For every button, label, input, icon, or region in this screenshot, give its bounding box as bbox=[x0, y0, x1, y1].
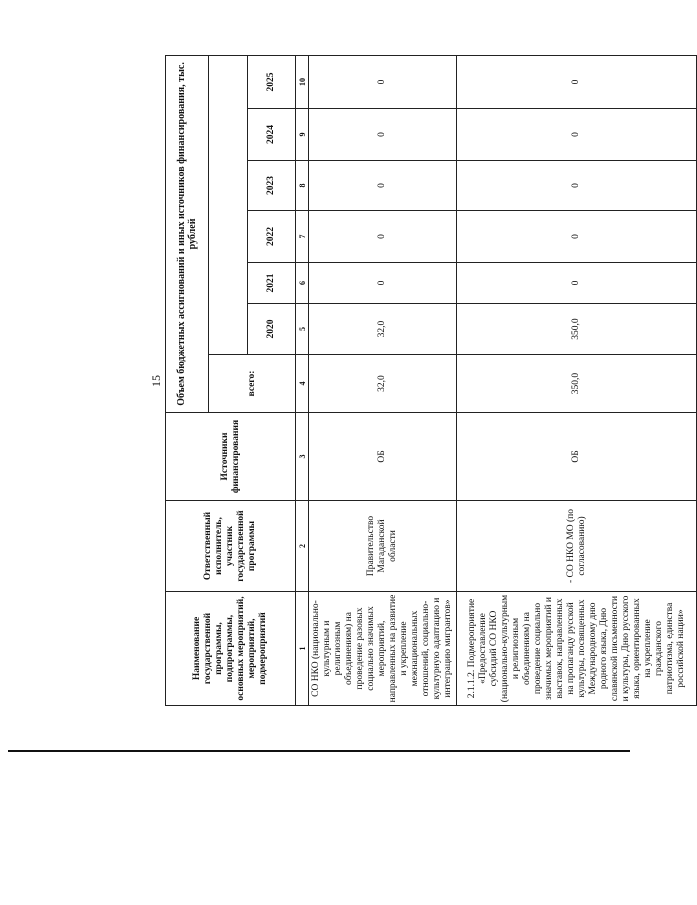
row-total: 350,0 bbox=[457, 355, 697, 413]
row-value: 350,0 bbox=[457, 304, 697, 355]
row-value: 0 bbox=[457, 55, 697, 108]
header-years-spacer bbox=[209, 55, 248, 354]
header-year: 2021 bbox=[248, 263, 296, 304]
row-source: ОБ bbox=[309, 413, 457, 501]
column-number: 4 bbox=[296, 355, 309, 413]
column-number: 5 bbox=[296, 304, 309, 355]
header-year: 2022 bbox=[248, 211, 296, 263]
row-executor: Правительство Магаданской области bbox=[309, 501, 457, 592]
header-year: 2020 bbox=[248, 304, 296, 355]
page-number: 15 bbox=[149, 375, 163, 387]
column-number: 6 bbox=[296, 263, 309, 304]
header-year: 2024 bbox=[248, 109, 296, 161]
row-total: 32,0 bbox=[309, 355, 457, 413]
table-row bbox=[309, 55, 457, 705]
row-source: ОБ bbox=[457, 413, 697, 501]
row-value: 0 bbox=[457, 263, 697, 304]
row-value: 0 bbox=[309, 263, 457, 304]
header-volume-group: Объем бюджетных ассигнований и иных источников финансирования, тыс. рублей bbox=[166, 55, 209, 412]
row-value: 32,0 bbox=[309, 304, 457, 355]
header-year: 2023 bbox=[248, 161, 296, 211]
table-row bbox=[457, 55, 697, 705]
row-value: 0 bbox=[457, 109, 697, 161]
header-total: всего: bbox=[209, 355, 296, 413]
row-name: СО НКО (национально-культурным и религиозным объединениям) на проведение разовых социально значимых мероприятий, направленных на развитие и укрепление межнациональных отношений, социально-культурную адаптацию и интеграцию мигрантов» bbox=[309, 592, 457, 706]
row-value: 0 bbox=[309, 161, 457, 211]
header-executor: Ответственный исполнитель, участник государственной программы bbox=[166, 501, 296, 592]
header-source: Источники финансирования bbox=[166, 413, 296, 501]
column-number: 10 bbox=[296, 55, 309, 108]
row-value: 0 bbox=[309, 55, 457, 108]
column-number: 7 bbox=[296, 211, 309, 263]
column-number: 2 bbox=[296, 501, 309, 592]
row-value: 0 bbox=[309, 211, 457, 263]
row-executor: - СО НКО МО (по согласованию) bbox=[457, 501, 697, 592]
row-value: 0 bbox=[457, 211, 697, 263]
header-name: Наименование государственной программы, подпрограммы, основных мероприятий, мероприятий, подмероприятий bbox=[166, 592, 296, 706]
row-value: 0 bbox=[457, 161, 697, 211]
rotated-page bbox=[148, 56, 686, 706]
column-number: 3 bbox=[296, 413, 309, 501]
column-number: 9 bbox=[296, 109, 309, 161]
row-value: 0 bbox=[309, 109, 457, 161]
column-number: 1 bbox=[296, 592, 309, 706]
financing-table bbox=[165, 55, 697, 706]
horizontal-rule bbox=[8, 750, 630, 752]
header-year: 2025 bbox=[248, 55, 296, 108]
row-name: 2.1.1.2. Подмероприятие «Предоставление субсидий СО НКО (национально-культурным и религиозным объединениям) на проведение социально значимых мероприятий и выставок, направленных на пропаганду русской культуры, посвященных Международному дню родного языка, Дню славянской письменности и культуры, Дню русского языка, ориентированных на укрепление гражданского патриотизма, единства российской нации» bbox=[457, 592, 697, 706]
column-number: 8 bbox=[296, 161, 309, 211]
